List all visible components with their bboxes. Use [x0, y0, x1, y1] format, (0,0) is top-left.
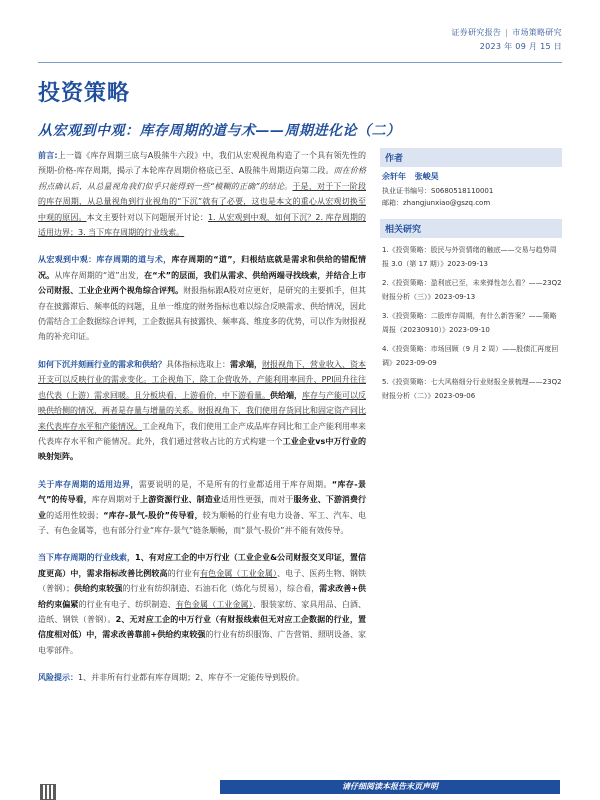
preface-q3: 3. 当下库存周期的行业线索。 — [78, 228, 185, 238]
industry-clues-label: 当下库存周期的行业线索， — [38, 553, 136, 563]
report-type: 证券研究报告 — [451, 28, 502, 37]
dao-shu-text-d: 财报指标跟A股对应更好，是研究的主要抓手，但其存在披露滞后、频率低的问题，且单一维度的财务指标也难以综合反映需求、供给情况，因此仍需结合工企数据综合评判，工企数据具有披露快、频率高、维度多的优势，可以作为财报视角的补充印证。 — [38, 286, 366, 342]
dao-shu-text-c: 在“术”的层面，我们从需求、供给两端寻找线索，并结合上市公司财报、工业企业两个视角综合评判。 — [38, 270, 367, 296]
dao-shu-text-b: 从库存周期的“道”出发， — [54, 270, 145, 280]
preface-label: 前言: — [38, 151, 58, 160]
industry-clues-text-h: 需求改善+供给约束偏紧 — [38, 584, 367, 609]
supply-label: 供给端， — [270, 390, 302, 400]
preface-text-b: 而在价格拐点确认后，从总量视角我们似乎只能得到一些“模糊的正确”的结论。 — [38, 166, 367, 191]
demand-supply-label: 如何下沉并刻画行业的需求和供给？ — [38, 359, 166, 369]
boundary-text-e: 适用性更强，而对于 — [220, 495, 294, 505]
paragraph-dao-shu — [38, 252, 366, 344]
boundary-label: 关于库存周期的适用边界， — [38, 479, 139, 489]
demand-supply-text-a: 具体指标选取上： — [166, 359, 230, 369]
page-title: 投资策略 — [38, 81, 131, 106]
author-license — [382, 185, 562, 197]
related-item[interactable]: 2.《投资策略：盈利底已至，未来弹性怎么看？——23Q2 财报分析（三）》2023-09-13 — [382, 279, 562, 301]
industry-clues-text-k: 、服装家纺、家具用品、白酒、造纸、钢铁（普钢）。 — [38, 599, 367, 624]
industry-clues-text-m: 需求改善靠前+供给约束较强 — [102, 630, 206, 640]
boundary-text-a: 需要说明的是，不是所有的行业都适用于库存周期。 — [138, 479, 332, 489]
license-label: 执业证书编号： — [382, 187, 431, 195]
preface-text-a: 上一篇《库存周期三底与A股熊牛六段》中，我们从宏观视角构造了一个具有领先性的预期-价格-库存周期，揭示了本轮库存周期价格底已至、A股熊牛周期迈向第二段。 — [38, 151, 367, 176]
report-body — [38, 148, 366, 698]
demand-text: 财报视角下，营业收入、资本开支可以反映行业的需求变化。工企视角下，除工企营收外，产能利用率回升、PPI回升往往也代表（上游）需求回暖。且分板块看，上游看价，中下游看量。 — [38, 359, 366, 400]
email-label: 邮箱： — [382, 199, 403, 207]
qr-code-icon — [40, 784, 56, 800]
related-item[interactable]: 3.《投资策略：二股库存周期，有什么新答案？——策略周报（20230910）》2023-09-10 — [382, 312, 557, 334]
report-date: 2023 年 09 月 15 日 — [479, 42, 562, 51]
author-email — [382, 197, 562, 209]
related-item[interactable]: 1.《投资策略：股民与外资情绪的触底——交易与趋势周报 3.0（第 17 期）》2023-09-13 — [382, 246, 557, 268]
industry-clues-text-a: 1、有对应工企的中万行业（工业企业&公司财报交叉印证，置信度更高）中， — [38, 553, 367, 578]
industry-clues-text-d: 有色金属（工业金属） — [200, 568, 278, 578]
related-research-header: 相关研究 — [380, 219, 562, 238]
author-names: 余轩年 张峻昊 — [382, 172, 439, 181]
industry-clues-text-n: 的行业有纺织服饰、广告营销、照明设备、家电零部件。 — [38, 630, 367, 655]
demand-label: 需求端， — [230, 359, 262, 369]
supply-text-a: 库存与产能可以反映供给侧的情况，两者是存量与增量的关系。财报视角下，我们使用存货同比和固定资产同比来代表库存水平和产能情况。 — [38, 390, 366, 431]
preface-text-c: 于是，对于下一阶段的库存周期，从总量视角到行业视角的“下沉”就有了必要，这也是本文的重心从宏观切换至中观的原因。 — [38, 181, 366, 222]
industry-clues-text-j: 有色金属（工业金属） — [175, 599, 253, 609]
report-section: 市场策略研究 — [512, 28, 562, 37]
license-number: S0680518110001 — [431, 187, 494, 195]
preface-q2: 2. 库存周期的适用边界； — [38, 212, 366, 238]
boundary-text-d: 上游资源行业、制造业 — [140, 495, 221, 505]
paragraph-industry-clues — [38, 550, 366, 658]
preface-text-d: 本文主要针对以下问题展开讨论： — [86, 212, 208, 222]
paragraph-boundary — [38, 477, 366, 539]
related-research-list — [382, 244, 562, 403]
dao-shu-label: 从宏观到中观：库存周期的道与术， — [38, 255, 172, 265]
footer-disclaimer: 请仔细阅读本报告末页声明 — [342, 782, 438, 791]
related-item[interactable]: 4.《投资策略：市场回顾（9 月 2 周）——股债汇再度回调》2023-09-09 — [382, 345, 559, 367]
mapping-matrix-text: 工业企业vs中万行业的映射矩阵。 — [38, 436, 366, 462]
boundary-text-g: 的适用性较弱； — [46, 510, 104, 520]
risk-label: 风险提示： — [38, 673, 78, 683]
boundary-text-i: 较为顺畅的行业有电力设备、军工、汽车、电子、有色金属等，也有部分行业“库存-景气”链条顺畅，而“景气-股价”并不能有效传导。 — [38, 510, 367, 535]
sidebar — [380, 148, 562, 409]
industry-clues-text-g: 的行业有纺织制造、石油石化（炼化与贸易），综合看， — [122, 584, 320, 594]
paragraph-preface — [38, 148, 366, 240]
industry-clues-text-c: 的行业有 — [167, 568, 201, 578]
author-header: 作者 — [380, 148, 562, 167]
boundary-text-b: “库存-景气”的传导看， — [38, 479, 367, 505]
industry-clues-text-i: 的行业有电子、纺织制造、 — [78, 599, 176, 609]
boundary-text-h: “库存-景气-股价”传导看， — [103, 510, 203, 520]
industry-clues-text-l: 2、无对应工企的中万行业（有财报线索但无对应工企数据的行业，置信度相对低）中， — [38, 614, 366, 640]
supply-text-b: 工企视角下，我们使用工企产成品库存同比和工企产能利用率来代表库存水平和产能情况。此外，我们通过营收占比的方式构建一个 — [38, 421, 366, 446]
related-item[interactable]: 5.《投资策略：七大风格细分行业财报全景梳理——23Q2 财报分析（二）》2023-09-06 — [382, 378, 562, 400]
boundary-text-f: 服务业、下游消费行业 — [38, 495, 367, 520]
email-address[interactable]: zhangjunxiao@gszq.com — [403, 199, 491, 207]
dao-shu-text-a: 库存周期的“道”，归根结底就是需求和供给的错配情况。 — [38, 255, 366, 280]
industry-clues-text-e: 、电子、医药生物、钢铁（普钢）； — [38, 568, 367, 594]
industry-clues-text-b: 需求指标改善比例较高 — [86, 568, 168, 578]
risk-text: 1、并非所有行业都有库存周期；2、库存不一定能传导到股价。 — [78, 673, 305, 683]
preface-q1: 1. 从宏观到中观，如何下沉？ — [207, 212, 316, 222]
report-subtitle: 从宏观到中观：库存周期的道与术——周期进化论（二） — [38, 123, 401, 139]
industry-clues-text-f: 供给约束较强 — [74, 584, 123, 594]
paragraph-demand-supply — [38, 357, 366, 465]
boundary-text-c: 库存周期对于 — [91, 495, 141, 505]
report-header-meta — [451, 26, 562, 54]
header-rule — [38, 62, 562, 63]
paragraph-risk — [38, 670, 366, 685]
header-separator: | — [505, 28, 509, 37]
